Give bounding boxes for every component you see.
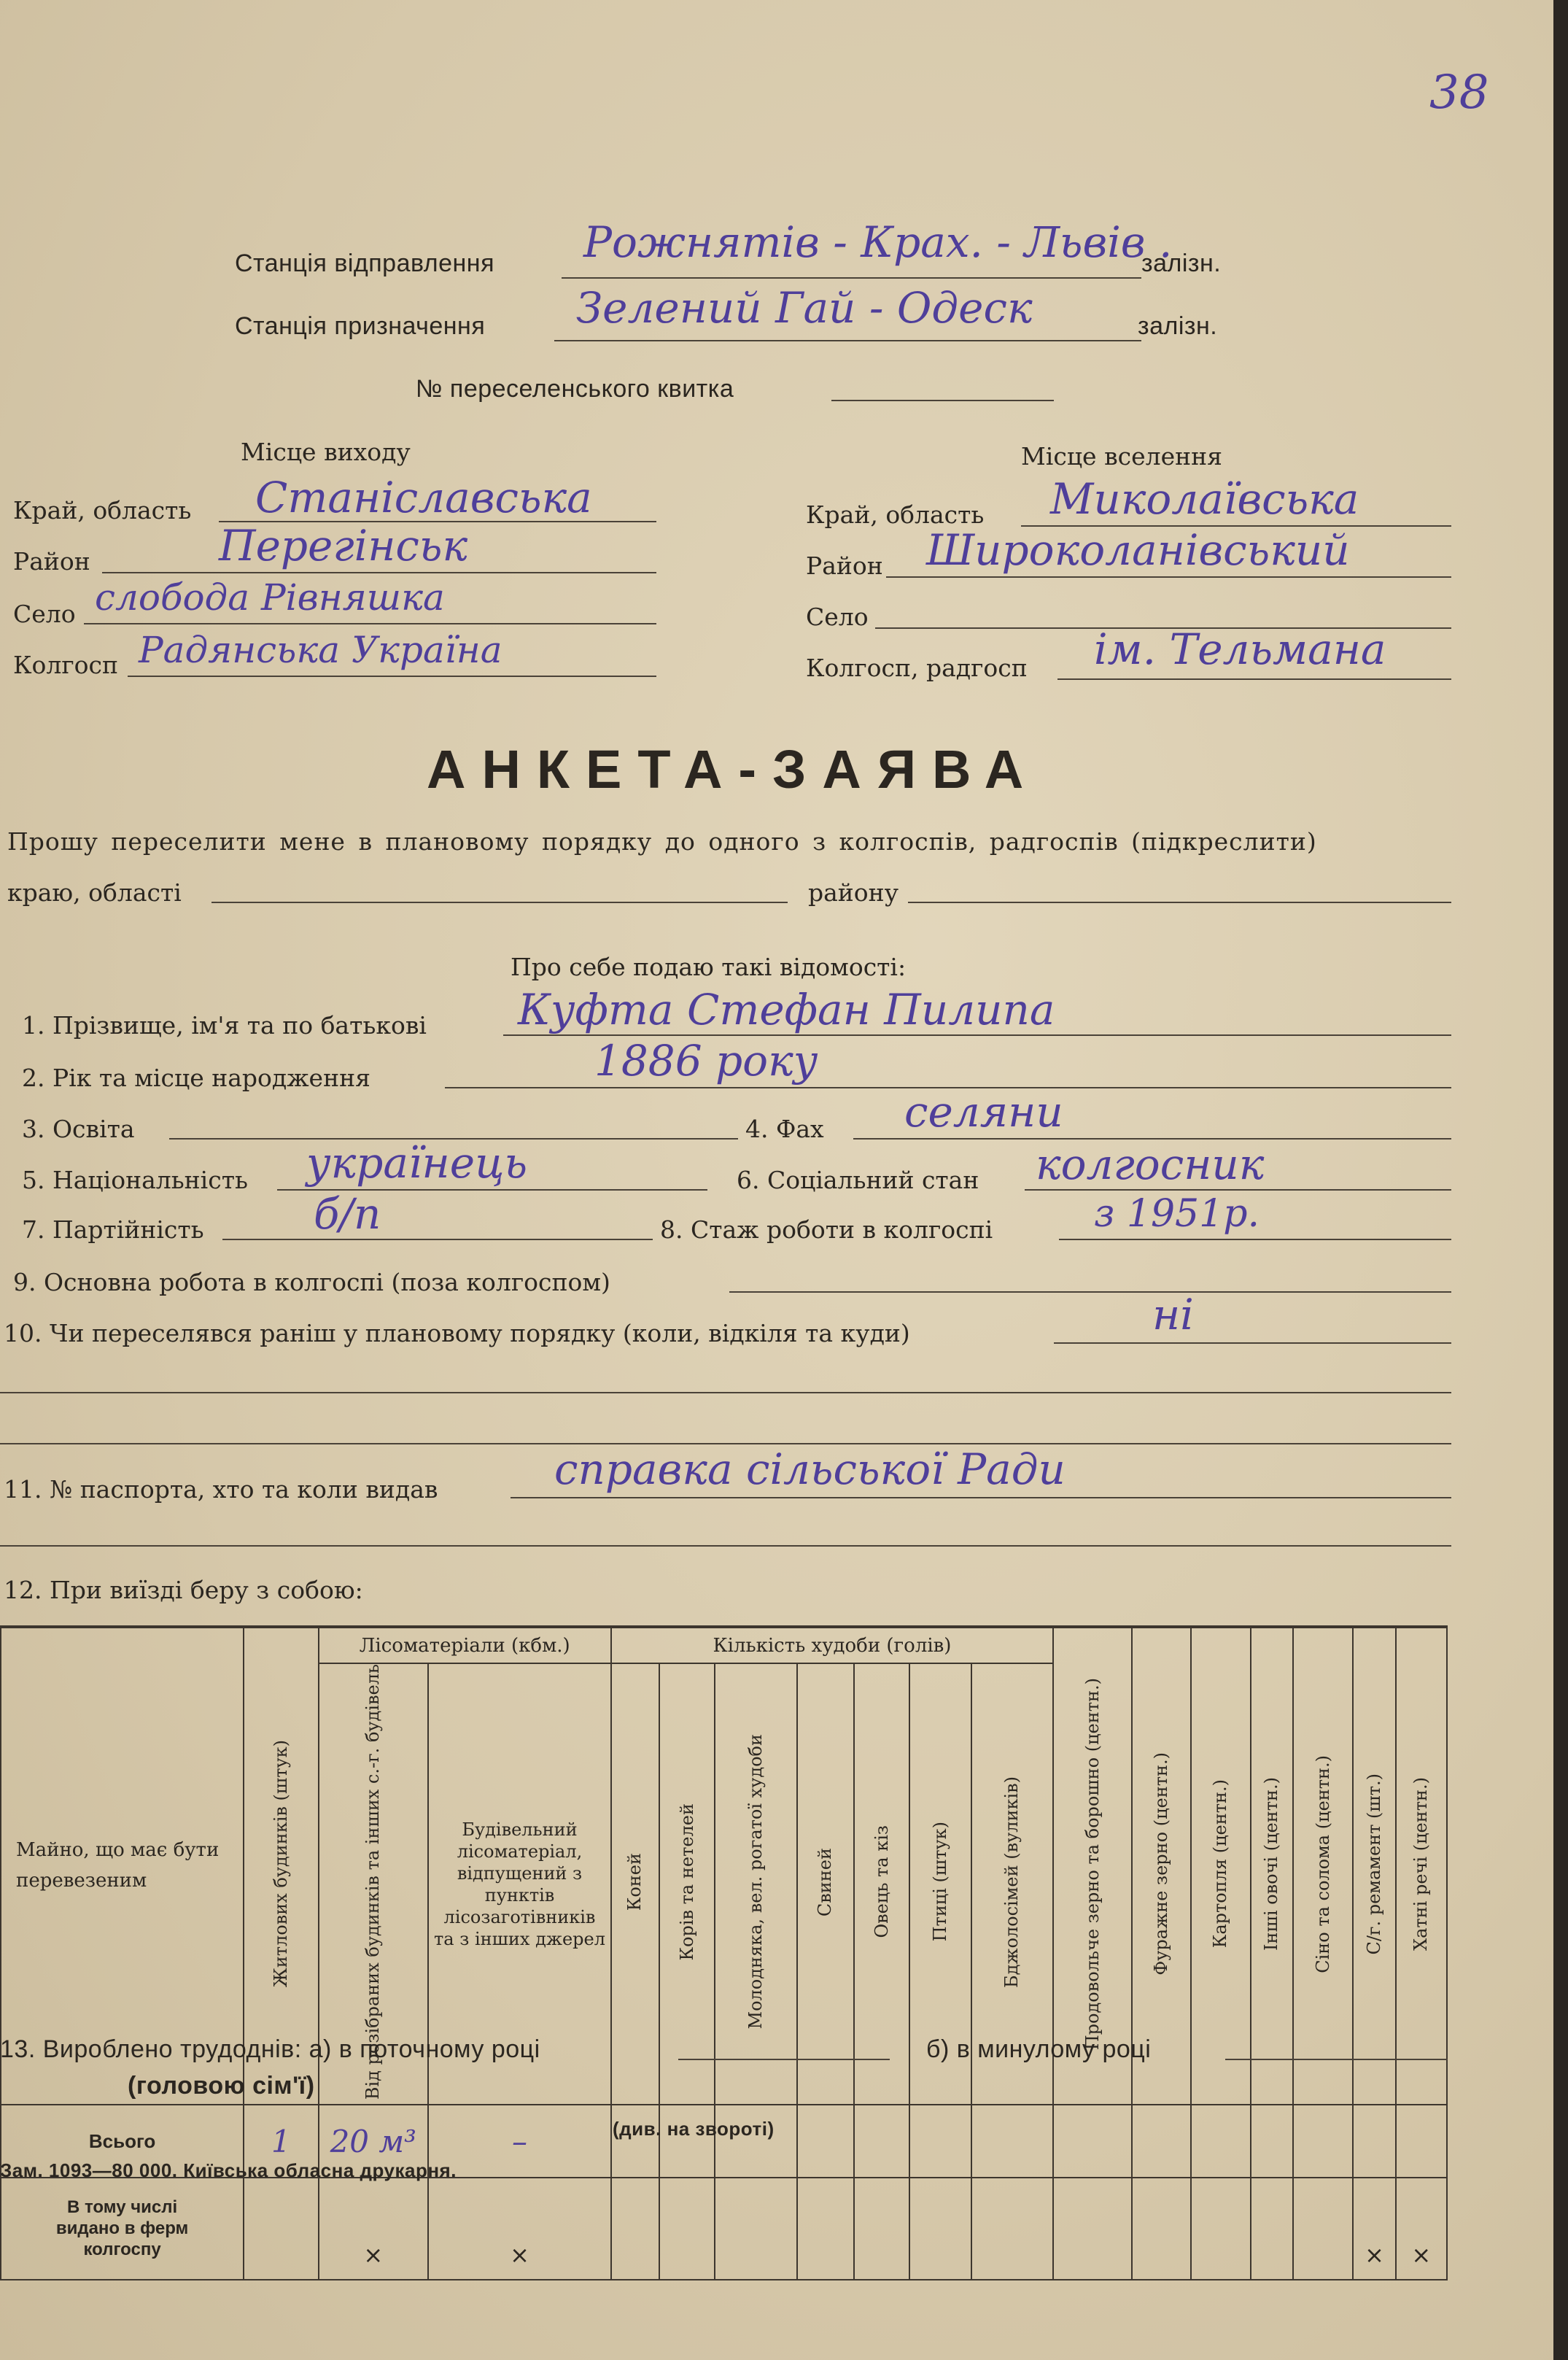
origin-kolkhoz-value: Радянська Україна [139,629,502,671]
field-6-line [1025,1189,1451,1191]
field-8-label: 8. Стаж роботи в колгоспі [660,1215,993,1244]
origin-kolkhoz-label: Колгосп [13,651,119,679]
request-region-line [211,902,788,903]
field-8-line [1059,1239,1451,1240]
field-5-value: українець [306,1138,528,1188]
table-cell [971,2178,1053,2280]
table-cell [1053,2105,1132,2178]
destination-district-label: Район [806,552,883,580]
field-7-label: 7. Партійність [22,1215,204,1244]
hay-header: Сіно та солома (центн.) [1293,1627,1353,2105]
departure-station-label: Станція відправлення [235,249,494,277]
timber-group-header: Лісоматеріали (кбм.) [319,1627,611,1663]
origin-region-label: Край, область [13,496,192,525]
origin-village-line [84,623,656,624]
destination-station-label: Станція призначення [235,312,486,340]
cross-mark: × [319,2178,429,2280]
workdays-prev-line [1225,2059,1448,2060]
destination-district-line [886,576,1451,578]
origin-heading: Місце виходу [241,438,411,466]
field-6-value: колгосник [1036,1140,1265,1189]
table-cell [909,2178,971,2280]
destination-suffix: залізн. [1138,312,1218,340]
request-region-label: краю, області [7,878,182,907]
destination-kolkhoz-line [1057,678,1451,680]
field-1-label: 1. Прізвище, ім'я та по батькові [22,1011,427,1040]
livestock-group-header: Кількість худоби (голів) [611,1627,1053,1663]
destination-kolkhoz-value: ім. Тельмана [1094,624,1386,674]
origin-kolkhoz-line [128,676,656,677]
origin-district-value: Перегінськ [219,521,468,570]
see-back-note: (див. на звороті) [613,2118,775,2140]
request-district-line [908,902,1451,903]
field-11-value: справка сільської Ради [554,1444,1066,1494]
field-3-label: 3. Освіта [22,1115,135,1143]
sheep-header: Овець та кіз [854,1663,909,2105]
field-11-line [511,1497,1451,1498]
origin-village-value: слобода Рівняшка [95,576,445,619]
bees-header: Бджолосімей (вуликів) [971,1663,1053,2105]
sheet-number: 38 [1429,66,1489,120]
housing-header: Житлових будинків (штук) [244,1627,318,2105]
field-10-extra-line-1 [0,1392,1451,1393]
intro-text: Про себе подаю такі відомості: [511,953,907,981]
table-cell [909,2105,971,2178]
field-5-label: 5. Національність [22,1166,248,1194]
cross-mark: × [1396,2178,1447,2280]
destination-village-label: Село [806,603,869,631]
field-7-value: б/п [314,1189,381,1239]
ticket-number-label: № переселенського квитка [416,375,734,403]
table-cell [1191,2105,1251,2178]
destination-heading: Місце вселення [1021,442,1222,471]
workdays-current-line [678,2059,890,2060]
departure-station-value: Рожнятів - Крах. - Львів . [583,217,1173,267]
field-11-label: 11. № паспорта, хто та коли видав [4,1475,438,1504]
tools-header: С/г. ремамент (шт.) [1353,1627,1395,2105]
table-cell [1293,2105,1353,2178]
field-11-extra-line [0,1545,1451,1547]
destination-station-line [554,340,1141,341]
vegetables-header: Інші овочі (центн.) [1251,1627,1293,2105]
field-6-label: 6. Соціальний стан [737,1166,979,1194]
field-10-value: ні [1152,1290,1194,1339]
workdays-sublabel: (головою сім'ї) [128,2072,315,2100]
field-10-label: 10. Чи переселявся раніш у плановому порядку (коли, відкіля та куди) [4,1319,910,1347]
origin-village-label: Село [13,600,76,628]
ticket-number-line [831,400,1054,401]
table-cell [854,2178,909,2280]
potatoes-header: Картопля (центн.) [1191,1627,1251,2105]
table-cell [244,2178,318,2280]
workdays-label: 13. Вироблено трудоднів: а) в поточному році [0,2035,540,2063]
cross-mark: × [1353,2178,1395,2280]
table-cell [659,2178,715,2280]
field-7-line [222,1239,653,1240]
pigs-header: Свиней [797,1663,854,2105]
row-total-dismantled: 20 м³ [319,2105,429,2178]
row-total-building: – [428,2105,611,2178]
young-cattle-header: Молодняка, вел. рогатої худоби [715,1663,796,2105]
property-header: Майно, що має бути перевезеним [1,1627,244,2105]
table-cell [611,2105,659,2178]
field-4-label: 4. Фах [745,1115,824,1143]
field-12-label: 12. При виїзді беру з собою: [4,1576,363,1604]
table-cell [1251,2105,1293,2178]
table-cell [1132,2105,1190,2178]
table-cell [1293,2178,1353,2280]
row-farm-label: В тому числі видано в ферм колгоспу [1,2178,244,2280]
request-line-1: Прошу переселити мене в плановому порядку до одного з колгоспів, радгоспів (підкреслити) [7,827,1317,856]
birds-header: Птиці (штук) [909,1663,971,2105]
origin-district-label: Район [13,547,90,576]
origin-region-value: Станіславська [255,473,592,522]
destination-station-value: Зелений Гай - Одеск [576,283,1033,333]
row-total-housing: 1 [244,2105,318,2178]
table-cell [659,2105,715,2178]
field-4-value: селяни [904,1087,1063,1137]
table-cell [797,2178,854,2280]
cows-header: Корів та нетелей [659,1663,715,2105]
timber-building-header: Будівельний лісоматеріал, відпущений з пунктів лісозаготівників та з інших джерел [428,1663,611,2105]
grain-header: Продовольче зерно та борошно (центн.) [1053,1627,1132,2105]
field-9-line [729,1291,1451,1293]
table-cell [797,2105,854,2178]
request-district-label: району [808,878,899,907]
table-cell [854,2105,909,2178]
horses-header: Коней [611,1663,659,2105]
form-title: АНКЕТА-ЗАЯВА [427,739,1040,800]
departure-station-line [562,277,1141,279]
timber-dismantled-header: Від розібраних будинків та інших с.-г. будівель [319,1663,429,2105]
cross-mark: × [428,2178,611,2280]
belongings-table [0,1625,1448,2280]
origin-district-line [102,572,656,573]
field-2-value: 1886 року [594,1036,818,1086]
destination-region-value: Миколаївська [1050,474,1359,524]
table-cell [611,2178,659,2280]
field-2-label: 2. Рік та місце народження [22,1064,370,1092]
table-cell [1191,2178,1251,2280]
table-cell [1353,2105,1395,2178]
field-9-label: 9. Основна робота в колгоспі (поза колгоспом) [13,1268,610,1296]
field-8-value: з 1951р. [1094,1192,1260,1236]
field-1-value: Куфта Стефан Пилипа [518,985,1055,1034]
field-10-line [1054,1342,1451,1344]
destination-region-label: Край, область [806,500,985,529]
table-cell [715,2105,796,2178]
departure-suffix: залізн. [1141,249,1222,277]
printing-imprint: Зам. 1093—80 000. Київська обласна друкарня. [0,2159,457,2181]
table-cell [971,2105,1053,2178]
table-cell [1132,2178,1190,2280]
workdays-prev-label: б) в минулому році [926,2035,1152,2063]
table-row-farm [1,2178,1447,2280]
destination-kolkhoz-label: Колгосп, радгосп [806,654,1028,682]
row-total-label: Всього [1,2105,244,2178]
table-cell [1396,2105,1447,2178]
fodder-header: Фуражне зерно (центн.) [1132,1627,1190,2105]
destination-district-value: Широколанівський [926,525,1350,575]
household-header: Хатні речі (центн.) [1396,1627,1447,2105]
table-cell [1053,2178,1132,2280]
table-cell [1251,2178,1293,2280]
table-cell [715,2178,796,2280]
